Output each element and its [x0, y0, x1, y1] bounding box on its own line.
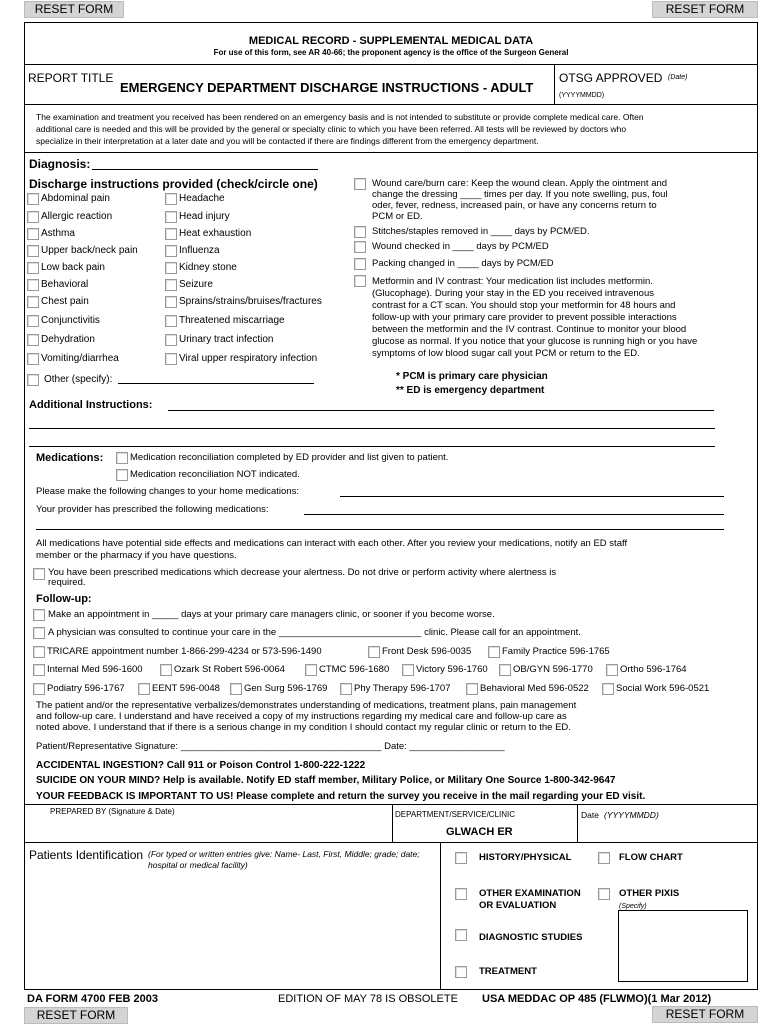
other-pixis-label: OTHER PIXIS	[619, 888, 680, 899]
condition-label: Head injury	[179, 211, 230, 222]
divider	[392, 804, 393, 842]
followup-label: Follow-up:	[36, 593, 92, 605]
condition-label: Viral upper respiratory infection	[179, 353, 318, 364]
checkbox-kidney-stone[interactable]	[165, 262, 177, 274]
specify-label: (Specify)	[619, 903, 647, 910]
metformin-text: glucose as normal. If you notice that your glucose is running high or you have	[372, 336, 698, 347]
diagnosis-label: Diagnosis:	[29, 157, 91, 171]
checkbox-dehydration[interactable]	[27, 334, 39, 346]
checkbox-other-exam[interactable]	[455, 888, 467, 900]
checkbox-headache[interactable]	[165, 193, 177, 205]
checkbox-wound-care[interactable]	[354, 178, 366, 190]
home-changes-text: Please make the following changes to your home medications:	[36, 486, 299, 497]
wound-text: change the dressing ____ times per day. If you note swelling, pus, foul	[372, 189, 668, 200]
checkbox-head-injury[interactable]	[165, 211, 177, 223]
checkbox-vomiting[interactable]	[27, 353, 39, 365]
condition-label: Low back pain	[41, 262, 105, 273]
appointment-text: Make an appointment in _____ days at your primary care managers clinic, or sooner if you become worse.	[48, 609, 495, 620]
consult-text: A physician was consulted to continue your care in the ___________________________ clinic. Please call for an appointment.	[48, 627, 581, 638]
department-label: DEPARTMENT/SERVICE/CLINIC	[395, 810, 516, 819]
date-field-label: Date	[581, 810, 599, 820]
checkbox-uti[interactable]	[165, 334, 177, 346]
condition-label: Behavioral	[41, 279, 89, 290]
checkbox-family-practice[interactable]	[488, 646, 500, 658]
clinic-label: Podiatry 596-1767	[47, 683, 125, 694]
alertness-text: You have been prescribed medications which decrease your alertness. Do not drive or perform activity where alertness is	[48, 567, 557, 578]
checkbox-treatment[interactable]	[455, 966, 467, 978]
date-label: (Date)	[668, 74, 688, 81]
checkbox-wound-checked[interactable]	[354, 241, 366, 253]
reset-form-button-bottom-right[interactable]: RESET FORM	[652, 1006, 758, 1023]
checkbox-obgyn[interactable]	[499, 664, 511, 676]
condition-label: Threatened miscarriage	[179, 315, 285, 326]
checkbox-front-desk[interactable]	[368, 646, 380, 658]
home-changes-field[interactable]	[340, 496, 724, 497]
feedback-notice: YOUR FEEDBACK IS IMPORTANT TO US! Please complete and return the survey you receive in the mail regarding your ED visit.	[36, 791, 646, 802]
ed-note: ** ED is emergency department	[396, 385, 545, 396]
clinic-label: Behavioral Med 596-0522	[480, 683, 589, 694]
checkbox-appointment[interactable]	[33, 609, 45, 621]
med-rec-completed-text: Medication reconciliation completed by ED provider and list given to patient.	[130, 452, 449, 463]
alertness-text: required.	[48, 577, 86, 588]
condition-label: Asthma	[41, 228, 75, 239]
divider	[24, 64, 758, 65]
wound-text: oder, fever, redness, increased pain, or have any concerns return to	[372, 200, 657, 211]
checkbox-phy-therapy[interactable]	[340, 683, 352, 695]
checkbox-abdominal-pain[interactable]	[27, 193, 39, 205]
diagnosis-field[interactable]	[92, 169, 318, 170]
divider	[440, 842, 441, 990]
condition-label: Vomiting/diarrhea	[41, 353, 119, 364]
poison-control: ACCIDENTAL INGESTION? Call 911 or Poison Control 1-800-222-1222	[36, 760, 366, 771]
prescribed-text: Your provider has prescribed the following medications:	[36, 504, 269, 515]
stitches-text: Stitches/staples removed in ____ days by PCM/ED.	[372, 226, 590, 237]
med-rec-not-text: Medication reconciliation NOT indicated.	[130, 469, 300, 480]
checkbox-allergic-reaction[interactable]	[27, 211, 39, 223]
medications-label: Medications:	[36, 452, 104, 464]
checkbox-low-back[interactable]	[27, 262, 39, 274]
pcm-note: * PCM is primary care physician	[396, 371, 548, 382]
checkbox-packing[interactable]	[354, 258, 366, 270]
checkbox-eent[interactable]	[138, 683, 150, 695]
reset-form-button-bottom-left[interactable]: RESET FORM	[24, 1007, 128, 1024]
checkbox-victory[interactable]	[402, 664, 414, 676]
metformin-text: (Glucophage). During your stay in the ED you received intravenous	[372, 288, 654, 299]
checkbox-conjunctivitis[interactable]	[27, 315, 39, 327]
condition-label: Kidney stone	[179, 262, 237, 273]
suicide-help: SUICIDE ON YOUR MIND? Help is available. Notify ED staff member, Military Police, or Military One Source 1-800-342-9647	[36, 775, 616, 786]
other-specify-label: Other (specify):	[44, 374, 113, 385]
clinic-label: CTMC 596-1680	[319, 664, 390, 675]
divider	[24, 804, 758, 805]
acknowledge-text: The patient and/or the representative verbalizes/demonstrates understanding of medications, treatment plans, pain management	[36, 700, 577, 711]
condition-label: Heat exhaustion	[179, 228, 252, 239]
checkbox-ortho[interactable]	[606, 664, 618, 676]
prepared-by-label: PREPARED BY (Signature & Date)	[50, 807, 175, 816]
clinic-label: Victory 596-1760	[416, 664, 488, 675]
reset-form-button-top-right[interactable]: RESET FORM	[652, 1, 758, 18]
additional-label: Additional Instructions:	[29, 399, 153, 411]
checkbox-consult[interactable]	[33, 627, 45, 639]
form-title: MEDICAL RECORD - SUPPLEMENTAL MEDICAL DATA	[248, 35, 534, 47]
patient-id-note: hospital or medical facility)	[148, 860, 248, 870]
divider	[24, 152, 758, 153]
intro-text: additional care is needed and this will be provided by the general or specialty clinic to which you have been referred. All tests will be reviewed by doctors who	[36, 124, 627, 134]
history-physical-label: HISTORY/PHYSICAL	[479, 852, 572, 863]
clinic-label: TRICARE appointment number 1-866-299-4234 or 573-596-1490	[47, 646, 322, 657]
checkbox-metformin[interactable]	[354, 275, 366, 287]
checkbox-history-physical[interactable]	[455, 852, 467, 864]
date-field-format: (YYYYMMDD)	[604, 810, 659, 820]
checkbox-chest-pain[interactable]	[27, 296, 39, 308]
report-title: EMERGENCY DEPARTMENT DISCHARGE INSTRUCTIONS - ADULT	[120, 80, 534, 95]
discharge-heading: Discharge instructions provided (check/circle one)	[29, 177, 318, 191]
signature-line[interactable]: Patient/Representative Signature: ______________________________________ Date: __________________	[36, 741, 505, 752]
wound-text: Wound care/burn care: Keep the wound clean. Apply the ointment and	[372, 178, 668, 189]
additional-field[interactable]	[29, 428, 715, 429]
clinic-label: OB/GYN 596-1770	[513, 664, 593, 675]
clinic-label: Ortho 596-1764	[620, 664, 687, 675]
clinic-label: Ozark St Robert 596-0064	[174, 664, 285, 675]
checkbox-ctmc[interactable]	[305, 664, 317, 676]
patient-id-note: (For typed or written entries give: Name- Last, First, Middle; grade; date;	[148, 849, 420, 859]
checkbox-viral-uri[interactable]	[165, 353, 177, 365]
prescribed-field[interactable]	[36, 529, 724, 530]
metformin-text: follow-up with your primary care provider to prevent possible interactions	[372, 312, 677, 323]
checkbox-behavioral[interactable]	[27, 279, 39, 291]
reset-form-button-top-left[interactable]: RESET FORM	[24, 1, 124, 18]
other-exam-label: OR EVALUATION	[479, 900, 557, 911]
department-value: GLWACH ER	[446, 826, 513, 838]
prescribed-field[interactable]	[304, 514, 724, 515]
condition-label: Influenza	[179, 245, 220, 256]
condition-label: Dehydration	[41, 334, 95, 345]
otsg-approved: OTSG APPROVED	[559, 71, 663, 85]
intro-text: specialize in their interpretation at a later date and you will be contacted if there are findings different from the emergency department.	[36, 136, 539, 146]
flow-chart-label: FLOW CHART	[619, 852, 683, 863]
condition-label: Sprains/strains/bruises/fractures	[179, 296, 322, 307]
checkbox-heat-exhaustion[interactable]	[165, 228, 177, 240]
checkbox-gen-surg[interactable]	[230, 683, 242, 695]
checkbox-other[interactable]	[27, 374, 39, 386]
checkbox-threatened-miscarriage[interactable]	[165, 315, 177, 327]
specify-box[interactable]	[618, 910, 748, 982]
metformin-text: between the metformin and the IV contrast. Continue to monitor your blood	[372, 324, 687, 335]
condition-label: Headache	[179, 193, 225, 204]
checkbox-med-rec-completed[interactable]	[116, 452, 128, 464]
treatment-label: TREATMENT	[479, 966, 537, 977]
divider	[24, 104, 758, 105]
diagnostic-studies-label: DIAGNOSTIC STUDIES	[479, 932, 583, 943]
checkbox-tricare[interactable]	[33, 646, 45, 658]
packing-text: Packing changed in ____ days by PCM/ED	[372, 258, 554, 269]
wound-text: PCM or ED.	[372, 211, 423, 222]
checkbox-alertness[interactable]	[33, 568, 45, 580]
condition-label: Chest pain	[41, 296, 89, 307]
acknowledge-text: noted above. I understand that if there is a serious change in my condition I should contact my regular clinic or return to the ED.	[36, 722, 571, 733]
edition-note: EDITION OF MAY 78 IS OBSOLETE	[278, 993, 458, 1005]
checkbox-social-work[interactable]	[602, 683, 614, 695]
checkbox-behavioral-med[interactable]	[466, 683, 478, 695]
checkbox-stitches[interactable]	[354, 226, 366, 238]
divider	[577, 804, 578, 842]
condition-label: Conjunctivitis	[41, 315, 100, 326]
other-specify-field[interactable]	[118, 383, 314, 384]
checkbox-podiatry[interactable]	[33, 683, 45, 695]
intro-text: The examination and treatment you received has been rendered on an emergency basis and is not intended to substitute or provide complete medical care. Often	[36, 112, 644, 122]
divider	[24, 842, 758, 843]
condition-label: Urinary tract infection	[179, 334, 274, 345]
date-format: (YYYYMMDD)	[559, 92, 605, 99]
additional-field[interactable]	[168, 410, 714, 411]
clinic-label: EENT 596-0048	[152, 683, 220, 694]
checkbox-asthma[interactable]	[27, 228, 39, 240]
acknowledge-text: and follow-up care. I understand and have received a copy of my instructions regarding my medical care and follow-up care as	[36, 711, 567, 722]
condition-label: Seizure	[179, 279, 213, 290]
clinic-label: Social Work 596-0521	[616, 683, 710, 694]
condition-label: Upper back/neck pain	[41, 245, 138, 256]
wound-checked-text: Wound checked in ____ days by PCM/ED	[372, 241, 549, 252]
clinic-label: Phy Therapy 596-1707	[354, 683, 451, 694]
checkbox-seizure[interactable]	[165, 279, 177, 291]
checkbox-sprains[interactable]	[165, 296, 177, 308]
condition-label: Allergic reaction	[41, 211, 113, 222]
meddac-note: USA MEDDAC OP 485 (FLWMO)(1 Mar 2012)	[482, 993, 712, 1005]
checkbox-flow-chart[interactable]	[598, 852, 610, 864]
metformin-text: Metformin and IV contrast: Your medication list includes metformin.	[372, 276, 653, 287]
metformin-text: contrast for a CT scan. You should stop your metformin for 48 hours and	[372, 300, 676, 311]
side-effects-text: All medications have potential side effects and medications can interact with each other. After you review your medications, notify an ED staff	[36, 538, 628, 549]
clinic-label: Front Desk 596-0035	[382, 646, 472, 657]
clinic-label: Family Practice 596-1765	[502, 646, 610, 657]
clinic-label: Gen Surg 596-1769	[244, 683, 328, 694]
additional-field[interactable]	[29, 446, 715, 447]
checkbox-diagnostic-studies[interactable]	[455, 929, 467, 941]
checkbox-internal-med[interactable]	[33, 664, 45, 676]
side-effects-text: member or the pharmacy if you have questions.	[36, 550, 237, 561]
condition-label: Abdominal pain	[41, 193, 110, 204]
report-title-label: REPORT TITLE	[28, 71, 114, 85]
metformin-text: symptoms of low blood sugar call yout PCM or return to the ED.	[372, 348, 640, 359]
divider	[554, 64, 555, 104]
checkbox-influenza[interactable]	[165, 245, 177, 257]
checkbox-med-rec-not[interactable]	[116, 469, 128, 481]
checkbox-ozark[interactable]	[160, 664, 172, 676]
checkbox-upper-back[interactable]	[27, 245, 39, 257]
patient-id-label: Patients Identification	[29, 848, 144, 862]
checkbox-other-pixis[interactable]	[598, 888, 610, 900]
form-subtitle: For use of this form, see AR 40-66; the proponent agency is the office of the Surgeon General	[213, 48, 569, 57]
other-exam-label: OTHER EXAMINATION	[479, 888, 581, 899]
clinic-label: Internal Med 596-1600	[47, 664, 143, 675]
form-number: DA FORM 4700 FEB 2003	[27, 993, 159, 1005]
